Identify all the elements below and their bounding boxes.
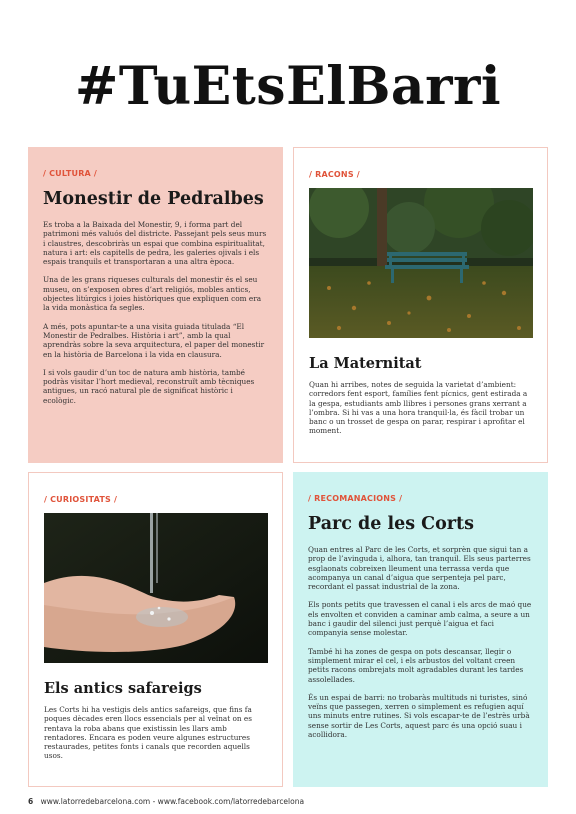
page-number: 6 <box>28 797 34 806</box>
section-body <box>308 545 532 748</box>
paragraph: És un espai de barri: no trobaràs multituds ni turistes, sinó veïns que passegen, xerren o simplement es refugien aquí uns minuts entre rutines. Si vols escapar-te de l’estrès urbà sense sortir de Les Corts, aquest parc és una opció suau i acollidora. <box>308 692 530 740</box>
section-heading: La Maternitat <box>309 355 422 372</box>
section-heading: Parc de les Corts <box>308 514 474 534</box>
section-body <box>309 380 533 445</box>
paragraph: I si vols gaudir d’un toc de natura amb història, també podràs visitar l’hort medieval, reconstruït amb tècniques antigues, un racó natural ple de significat històric i ecològic. <box>43 367 255 405</box>
paragraph: Quan entres al Parc de les Corts, et sorprèn que sigui tan a prop de l’avinguda i, alhora, tan tranquil. Els seus parterres esglaonats cobreixen lleument una terrassa verda que acompanya un canal d’aigua que serpenteja pel parc, recordant el passat industrial de la zona. <box>308 545 531 592</box>
curiositats-panel <box>28 472 283 787</box>
hands-water-photo <box>44 513 268 663</box>
section-tag: / CULTURA / <box>43 169 98 178</box>
paragraph: Es troba a la Baixada del Monestir, 9, i forma part del patrimoni més valuós del districte. Passejant pels seus murs i claustres, descobriràs un espai que combina espiritualitat, natura i art: els capitells de pedra, les galeries ojivals i els espais tranquils et transportaran a una altra època. <box>43 220 267 267</box>
paragraph: Quan hi arribes, notes de seguida la varietat d’ambient: corredors fent esport, famílies fent pícnics, gent estirada a la gespa, estudiants amb llibres i persones grans xerrant a l’ombra. Si hi vas a una hora tranquil·la, és fàcil trobar un banc o un trosset de gespa on parar, respirar i aprofitar el moment. <box>309 380 528 436</box>
paragraph: A més, pots apuntar-te a una visita guiada titulada “El Monestir de Pedralbes. Història i art”, amb la qual aprendràs sobre la seva arquitectura, el paper del monestir en la història de Barcelona i la vida en clausura. <box>43 321 265 359</box>
section-body <box>43 220 267 414</box>
racons-panel <box>293 147 548 463</box>
park-bench-photo <box>309 188 533 338</box>
paragraph: Una de les grans riqueses culturals del monestir és el seu museu, on s’exposen obres d’art religiós, mobles antics, objectes litúrgics i joies històriques que expliquen com era la vida monàstica fa segles. <box>43 275 262 313</box>
section-tag: / RECOMANACIONS / <box>308 494 403 503</box>
paragraph: Els ponts petits que travessen el canal i els arcs de maó que els envolten et conviden a caminar amb calma, a seure a un banc i gaudir del silenci just perquè l’aigua et faci companyia sense molestar. <box>308 600 532 638</box>
recomanacions-panel <box>293 472 548 787</box>
footer <box>28 797 304 806</box>
section-tag: / RACONS / <box>309 170 360 179</box>
section-tag: / CURIOSITATS / <box>44 495 118 504</box>
paragraph: Les Corts hi ha vestigis dels antics safareigs, que fins fa poques dècades eren llocs essencials per al veïnat on es rentava la roba abans que existissin les llars amb rentadores. Encara es poden veure algunes estructures restaurades, petites fonts i canals que recorden aquells usos. <box>44 705 252 761</box>
footer-links[interactable]: www.latorredebarcelona.com - www.facebook.com/latorredebarcelona <box>40 797 305 806</box>
page-title: #TuEtsElBarri <box>74 56 502 117</box>
cultura-panel <box>28 147 283 463</box>
section-body <box>44 705 268 770</box>
paragraph: També hi ha zones de gespa on pots descansar, llegir o simplement mirar el cel, i els arbustos del voltant creen petits racons ombrejats molt agradables durant les tardes assolellades. <box>308 646 524 684</box>
section-heading: Monestir de Pedralbes <box>43 189 264 209</box>
section-heading: Els antics safareigs <box>44 680 202 697</box>
